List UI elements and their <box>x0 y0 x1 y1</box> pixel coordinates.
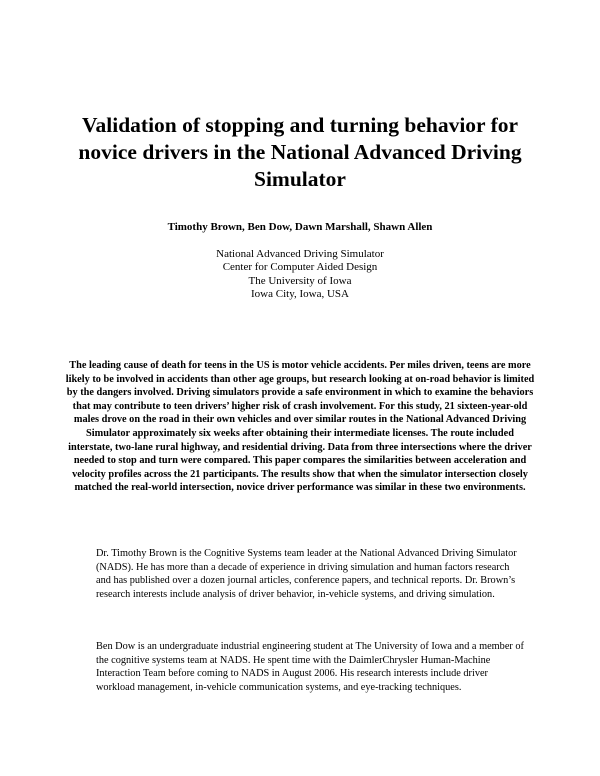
affiliation-line: Center for Computer Aided Design <box>222 261 378 274</box>
affiliation-line: Iowa City, Iowa, USA <box>251 287 349 300</box>
author-bio-dow: Ben Dow is an undergraduate industrial engineering student at The University of Iowa and a member of the cognitive systems team at NADS. He spent time with the DaimlerChrysler Human-Machine Interaction Team before coming to NADS in August 2006. His research interests include driver workload management, in-vehicle communication systems, and eye-tracking techniques. <box>96 641 524 693</box>
affiliation-line: National Advanced Driving Simulator <box>216 248 384 260</box>
affiliation-block <box>60 248 540 301</box>
author-bio-brown: Dr. Timothy Brown is the Cognitive Systems team leader at the National Advanced Driving Simulator (NADS). He has more than a decade of experience in driving simulation and human factors research and has published over a dozen journal articles, conference papers, and technical reports. Dr. Brown’s research interests include analysis of driver behavior, in-vehicle systems, and driving simulation. <box>96 548 517 600</box>
paper-title: Validation of stopping and turning behavior for novice drivers in the National Advanced Driving Simulator <box>78 113 522 191</box>
abstract: The leading cause of death for teens in the US is motor vehicle accidents. Per miles driven, teens are more likely to be involved in accidents than other age groups, but research looking at on-road behavior is limited by the dangers involved. Driving simulators provide a safe environment in which to examine the behaviors that may contribute to teen drivers’ higher risk of crash involvement. For this study, 21 sixteen-year-old males drove on the road in their own vehicles and over similar routes in the National Advanced Driving Simulator approximately six weeks after obtaining their intermediate licenses. The route included interstate, two-lane rural highway, and residential driving. Data from three intersections where the driver needed to stop and turn were compared. This paper compares the similarities between acceleration and velocity profiles across the 21 participants. The results show that when the simulator intersection closely matched the real-world intersection, novice driver performance was similar in these two environments. <box>65 360 535 494</box>
author-list: Timothy Brown, Ben Dow, Dawn Marshall, Shawn Allen <box>167 221 433 233</box>
affiliation-line: The University of Iowa <box>248 274 352 287</box>
